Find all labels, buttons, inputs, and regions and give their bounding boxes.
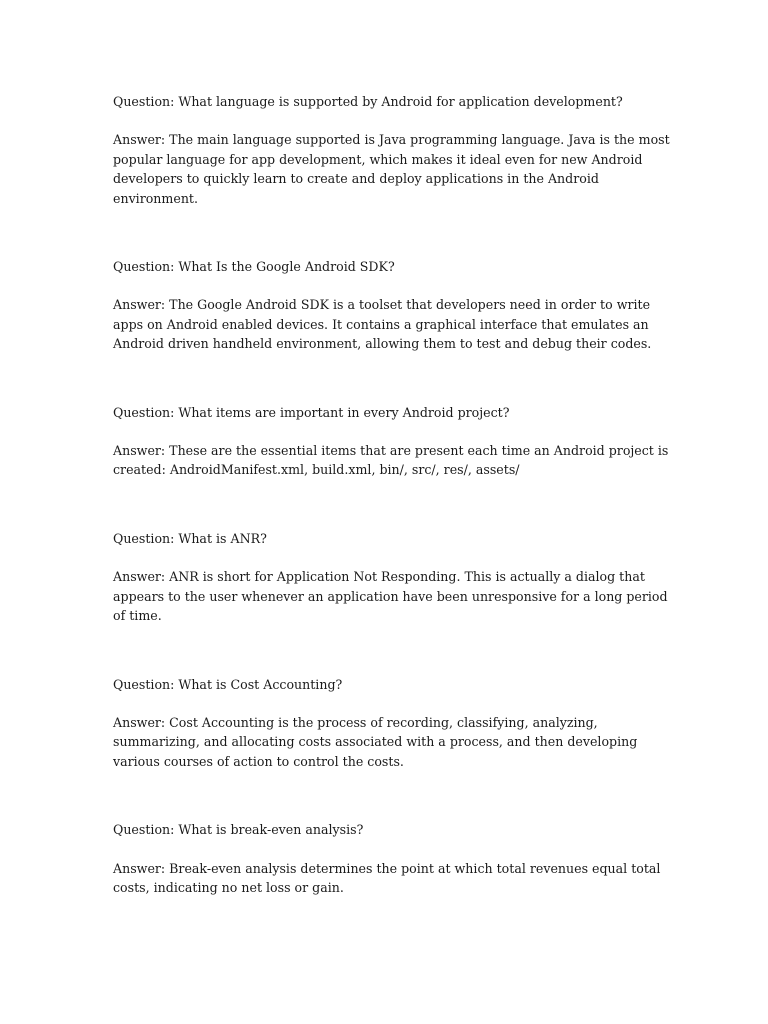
answer-text: Answer: These are the essential items that are present each time an Android project is created: AndroidManifest.xml, build.xml, bin/, src/, res/, assets/ (113, 443, 669, 478)
question-text: Question: What is break-even analysis? (113, 822, 364, 838)
qa-item (113, 257, 673, 354)
question-text: Question: What is ANR? (113, 530, 267, 546)
qa-item (113, 529, 673, 626)
answer-text: Answer: Cost Accounting is the process of recording, classifying, analyzing, summarizing, and allocating costs associated with a process, and then developing various courses of action to control the costs. (113, 714, 638, 769)
qa-item (113, 403, 673, 480)
answer-text: Answer: The main language supported is Java programming language. Java is the most popular language for app development, which makes it ideal even for new Android developers to quickly learn to create and deploy applications in the Android environment. (113, 132, 670, 206)
question-text: Question: What language is supported by Android for application development? (113, 94, 623, 109)
answer-text: Answer: Break-even analysis determines the point at which total revenues equal total costs, indicating no net loss or gain. (113, 860, 661, 895)
question-text: Question: What Is the Google Android SDK? (113, 259, 395, 275)
document-body (113, 92, 673, 946)
answer-text: Answer: The Google Android SDK is a toolset that developers need in order to write apps on Android enabled devices. It contains a graphical interface that emulates an Android driven handheld environment, allowing them to test and debug their codes. (113, 297, 652, 352)
question-text: Question: What is Cost Accounting? (113, 676, 343, 692)
question-text: Question: What items are important in every Android project? (113, 404, 510, 420)
answer-text: Answer: ANR is short for Application Not Responding. This is actually a dialog that appears to the user whenever an application have been unresponsive for a long period of time. (113, 569, 668, 624)
qa-item (113, 820, 673, 897)
qa-item (113, 675, 673, 772)
qa-item (113, 92, 673, 208)
